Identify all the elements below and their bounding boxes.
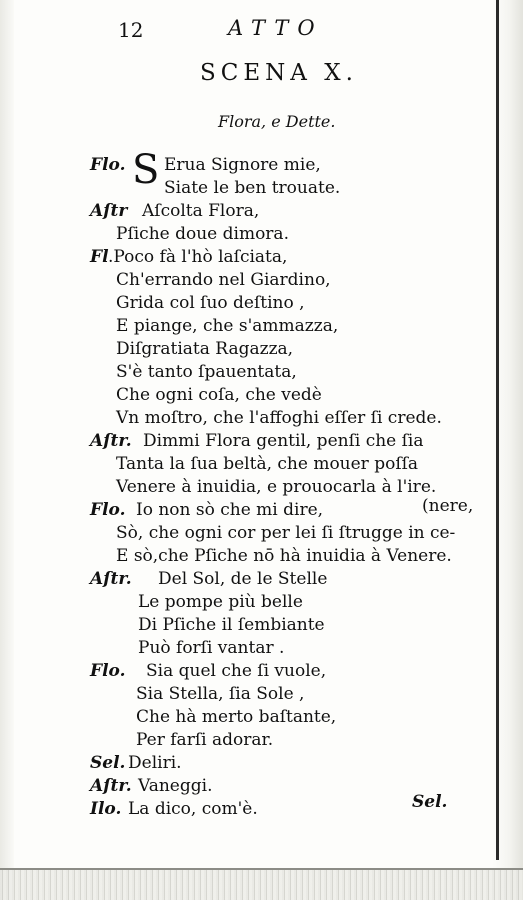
scene-heading: SCENA X. bbox=[200, 60, 358, 86]
running-head: ATTO bbox=[228, 16, 324, 40]
catchword: Sel. bbox=[412, 792, 448, 812]
page-bottom-edge bbox=[0, 870, 523, 900]
verse-text: Pſiche doue dimora. bbox=[116, 224, 289, 244]
verse-text: Sia Stella, ſia Sole , bbox=[136, 684, 305, 704]
verse-text: Deliri. bbox=[128, 753, 182, 773]
verse-text: Grida col ſuo deſtino , bbox=[116, 293, 305, 313]
speaker-label: Aſtr. bbox=[90, 776, 132, 796]
verse-text: Del Sol, de le Stelle bbox=[158, 569, 328, 589]
verse-text: Per farſi adorar. bbox=[136, 730, 274, 750]
page-number: 12 bbox=[118, 18, 144, 42]
speaker-label: Aſtr bbox=[90, 201, 128, 221]
verse-text: E piange, che s'ammazza, bbox=[116, 316, 339, 336]
verse-text: Sò, che ogni cor per lei ſi ſtrugge in ce- bbox=[116, 523, 456, 543]
gutter-shadow bbox=[0, 0, 14, 900]
verse-text: Diſgratiata Ragazza, bbox=[116, 339, 294, 359]
verse-text: Sia quel che ſi vuole, bbox=[146, 661, 327, 681]
verse-text: La dico, com'è. bbox=[128, 799, 258, 819]
verse-text: Che hà merto baſtante, bbox=[136, 707, 337, 727]
verse-text: Io non sò che mi dire, bbox=[136, 500, 324, 520]
verse-text: S'è tanto ſpauentata, bbox=[116, 362, 297, 382]
speaker-label: Sel. bbox=[90, 753, 126, 773]
verse-text: Aſcolta Flora, bbox=[142, 201, 260, 221]
speaker-label: Fl bbox=[90, 247, 109, 267]
verse-text: Ch'errando nel Giardino, bbox=[116, 270, 331, 290]
verse-text: Venere à inuidia, e prouocarla à l'ire. bbox=[116, 477, 437, 497]
verse-text: Siate le ben trouate. bbox=[164, 178, 341, 198]
verse-text: Tanta la ſua beltà, che mouer poſſa bbox=[116, 454, 419, 474]
verse-text: Le pompe più belle bbox=[138, 592, 303, 612]
speaker-label: Aſtr. bbox=[90, 569, 132, 589]
speaker-label: Flo. bbox=[90, 155, 126, 175]
turnover-text: (nere, bbox=[422, 496, 474, 516]
characters-present: Flora, e Dette. bbox=[218, 112, 336, 131]
verse-text: Erua Signore mie, bbox=[164, 155, 321, 175]
verse-text: Di Pſiche il ſembiante bbox=[138, 615, 325, 635]
verse-text: Dimmi Flora gentil, penſi che ſia bbox=[143, 431, 424, 451]
drop-cap: S bbox=[132, 147, 160, 193]
verse-text: E sò,che Pſiche nō hà inuidia à Venere. bbox=[116, 546, 452, 566]
fore-edge-line bbox=[496, 0, 499, 860]
speaker-label: Ilo. bbox=[90, 799, 122, 819]
speaker-label: Flo. bbox=[90, 661, 126, 681]
verse-text: Vn moſtro, che l'affoghi eſſer ſi crede. bbox=[116, 408, 442, 428]
speaker-label: Aſtr. bbox=[90, 431, 132, 451]
verse-text: Che ogni coſa, che vedè bbox=[116, 385, 322, 405]
speaker-label: Flo. bbox=[90, 500, 126, 520]
verse-text: .Poco fà l'hò laſciata, bbox=[108, 247, 288, 267]
verse-text: Vaneggi. bbox=[138, 776, 213, 796]
verse-text: Può forſi vantar . bbox=[138, 638, 285, 658]
